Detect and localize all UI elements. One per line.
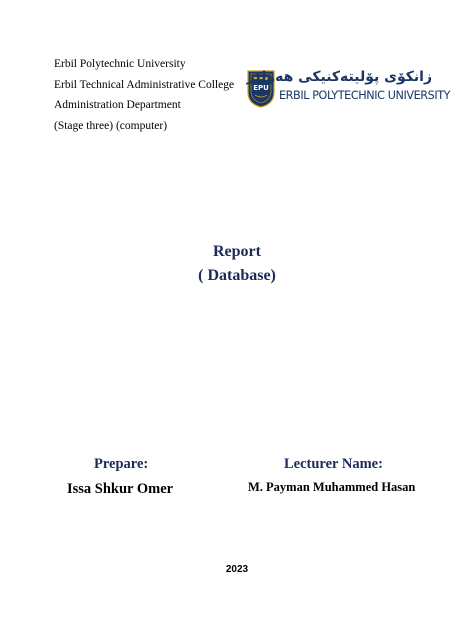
logo-english-name: ERBIL POLYTECHNIC UNIVERSITY	[279, 89, 451, 102]
university-logo	[246, 68, 451, 112]
prepare-label: Prepare:	[94, 456, 149, 472]
lecturer-label: Lecturer Name:	[284, 456, 383, 472]
institution-header	[54, 54, 234, 136]
university-name: Erbil Polytechnic University	[54, 58, 186, 70]
college-name: Erbil Technical Administrative College	[54, 78, 235, 91]
seal-text: EPU	[253, 84, 269, 92]
report-title: Report	[213, 243, 261, 260]
report-year: 2023	[225, 564, 249, 575]
student-name: Issa Shkur Omer	[67, 481, 174, 497]
report-subject: ( Database)	[198, 267, 276, 284]
stage-info: (Stage three) (computer)	[54, 119, 168, 132]
lecturer-name: M. Payman Muhammed Hasan	[248, 480, 416, 494]
logo-arabic-name: زانكۆی پۆلیتەكنیكی هەولێر	[246, 69, 432, 85]
department-name: Administration Department	[54, 99, 181, 111]
